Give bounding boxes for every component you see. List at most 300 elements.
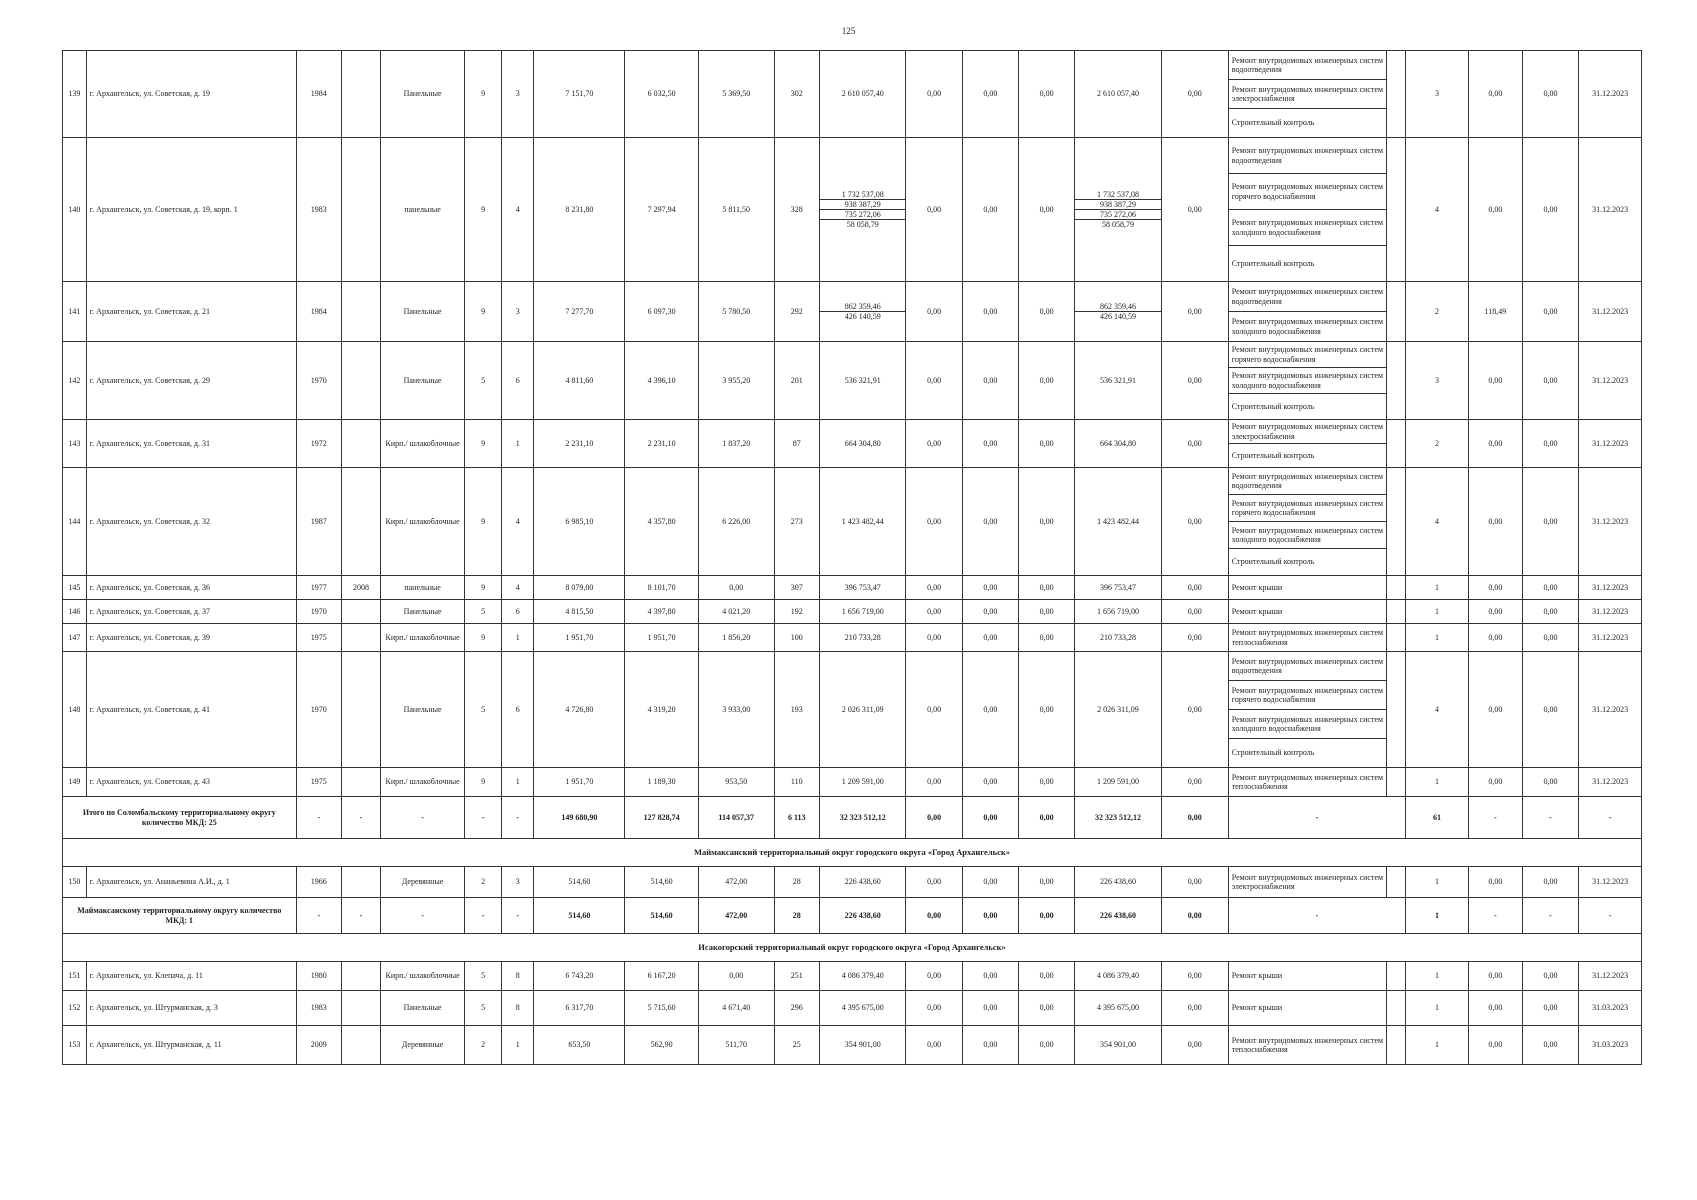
total-dash: - (502, 797, 534, 839)
wall-material: Панельные (380, 282, 464, 342)
year-built: 1983 (296, 991, 341, 1026)
repair-cost-part: 862 359,46 (844, 301, 881, 311)
residential-area: 5 780,50 (698, 282, 774, 342)
year-last-repair (342, 342, 381, 420)
fund-regional: 0,00 (962, 768, 1018, 797)
repair-cost: 1 423 482,44 (819, 468, 906, 576)
total-other: 0,00 (1161, 898, 1228, 934)
completion-date: 31.12.2023 (1579, 624, 1642, 652)
floors: 2 (465, 867, 502, 898)
works-count: 3 (1406, 342, 1469, 420)
residential-area: 1 837,20 (698, 420, 774, 468)
residential-area: 6 226,00 (698, 468, 774, 576)
specific-cost: 0,00 (1468, 138, 1522, 282)
repair-cost: 2 610 057,40 (819, 51, 906, 138)
residents: 302 (774, 51, 819, 138)
fund-local: 0,00 (1018, 768, 1074, 797)
floors: 9 (465, 138, 502, 282)
row-number: 144 (63, 468, 87, 576)
wall-material: Кирп./ шлакоблочные (380, 624, 464, 652)
completion-date: 31.12.2023 (1579, 867, 1642, 898)
row-number: 142 (63, 342, 87, 420)
limit-cost: 0,00 (1522, 991, 1578, 1026)
floors: 9 (465, 768, 502, 797)
premises-area: 4 396,10 (625, 342, 699, 420)
total-area: 7 151,70 (534, 51, 625, 138)
completion-date: 31.12.2023 (1579, 768, 1642, 797)
entrances: 8 (502, 991, 534, 1026)
entrances: 4 (502, 468, 534, 576)
entrances: 6 (502, 652, 534, 768)
total-residential: 472,00 (698, 898, 774, 934)
entrances: 3 (502, 867, 534, 898)
total-premises: 127 828,74 (625, 797, 699, 839)
floors: 9 (465, 282, 502, 342)
fund-regional: 0,00 (962, 420, 1018, 468)
owners-funds: 1 423 482,44 (1075, 468, 1162, 576)
row-number: 148 (63, 652, 87, 768)
owners-funds: 396 753,47 (1075, 576, 1162, 600)
repair-cost (819, 138, 906, 282)
owners-funds: 354 901,00 (1075, 1026, 1162, 1065)
works-cell (1228, 138, 1405, 282)
total-dash: - (465, 898, 502, 934)
work-type: Строительный контроль (1229, 108, 1387, 137)
table-row (63, 282, 1642, 342)
premises-area: 4 397,80 (625, 600, 699, 624)
work-type: Ремонт внутридомовых инженерных систем водоотведения (1229, 468, 1387, 494)
fund-local: 0,00 (1018, 420, 1074, 468)
premises-area: 2 231,10 (625, 420, 699, 468)
limit-cost: 0,00 (1522, 600, 1578, 624)
owners-funds-part: 938 387,29 (1075, 199, 1161, 209)
works-cell (1228, 342, 1405, 420)
fund-federal: 0,00 (906, 576, 962, 600)
fund-regional: 0,00 (962, 624, 1018, 652)
repair-cost: 4 395 675,00 (819, 991, 906, 1026)
total-dash: - (1468, 797, 1522, 839)
work-type: Ремонт крыши (1229, 991, 1387, 1025)
limit-cost: 0,00 (1522, 576, 1578, 600)
entrances: 6 (502, 600, 534, 624)
table-row (63, 51, 1642, 138)
floors: 9 (465, 576, 502, 600)
works-cell (1228, 468, 1405, 576)
address: г. Архангельск, ул. Советская, д. 19 (86, 51, 296, 138)
fund-regional: 0,00 (962, 468, 1018, 576)
total-dash: - (1522, 898, 1578, 934)
row-number: 145 (63, 576, 87, 600)
owners-funds: 2 610 057,40 (1075, 51, 1162, 138)
row-number: 149 (63, 768, 87, 797)
fund-federal: 0,00 (906, 991, 962, 1026)
works-count: 4 (1406, 468, 1469, 576)
limit-cost: 0,00 (1522, 768, 1578, 797)
works-count: 1 (1406, 768, 1469, 797)
total-owners: 32 323 512,12 (1075, 797, 1162, 839)
total-area: 1 951,70 (534, 624, 625, 652)
entrances: 8 (502, 962, 534, 991)
premises-area: 5 715,60 (625, 991, 699, 1026)
fund-local: 0,00 (1018, 282, 1074, 342)
row-number: 151 (63, 962, 87, 991)
fund-regional: 0,00 (962, 652, 1018, 768)
total-dash: - (342, 797, 381, 839)
year-built: 1970 (296, 600, 341, 624)
year-built: 1970 (296, 652, 341, 768)
table-row (63, 468, 1642, 576)
floors: 9 (465, 51, 502, 138)
entrances: 1 (502, 768, 534, 797)
limit-cost: 0,00 (1522, 1026, 1578, 1065)
residential-area: 5 369,50 (698, 51, 774, 138)
work-type: Ремонт крыши (1229, 600, 1387, 623)
wall-material: Панельные (380, 342, 464, 420)
premises-area: 1 951,70 (625, 624, 699, 652)
work-type: Ремонт внутридомовых инженерных систем водоотведения (1229, 138, 1387, 173)
limit-cost: 0,00 (1522, 962, 1578, 991)
work-type: Ремонт внутридомовых инженерных систем холодного водоснабжения (1229, 311, 1387, 341)
total-area: 149 680,90 (534, 797, 625, 839)
fund-regional: 0,00 (962, 282, 1018, 342)
table-row (63, 962, 1642, 991)
table-row (63, 652, 1642, 768)
specific-cost: 0,00 (1468, 468, 1522, 576)
residential-area: 5 811,50 (698, 138, 774, 282)
total-row (63, 898, 1642, 934)
completion-date: 31.03.2023 (1579, 1026, 1642, 1065)
total-area: 8 079,00 (534, 576, 625, 600)
entrances: 3 (502, 282, 534, 342)
total-residential: 114 057,37 (698, 797, 774, 839)
table-row (63, 600, 1642, 624)
total-residents: 6 113 (774, 797, 819, 839)
total-dash: - (1228, 898, 1405, 934)
work-type: Ремонт крыши (1229, 576, 1387, 599)
entrances: 1 (502, 420, 534, 468)
work-type: Ремонт внутридомовых инженерных систем водоотведения (1229, 51, 1387, 79)
owners-funds: 536 321,91 (1075, 342, 1162, 420)
residential-area: 4 021,20 (698, 600, 774, 624)
total-dash: - (502, 898, 534, 934)
address: г. Архангельск, ул. Советская, д. 41 (86, 652, 296, 768)
works-count: 1 (1406, 962, 1469, 991)
fund-local: 0,00 (1018, 138, 1074, 282)
repair-cost-part: 938 387,29 (820, 199, 906, 209)
fund-regional: 0,00 (962, 576, 1018, 600)
entrances: 4 (502, 138, 534, 282)
residents: 307 (774, 576, 819, 600)
premises-area: 1 189,30 (625, 768, 699, 797)
repair-cost-part: 735 272,06 (820, 209, 906, 219)
premises-area: 6 097,30 (625, 282, 699, 342)
floors: 5 (465, 652, 502, 768)
total-area: 4 811,60 (534, 342, 625, 420)
owners-funds: 2 026 311,09 (1075, 652, 1162, 768)
table-row (63, 768, 1642, 797)
table-row (63, 1026, 1642, 1065)
total-area: 2 231,10 (534, 420, 625, 468)
works-cell (1228, 282, 1405, 342)
premises-area: 562,90 (625, 1026, 699, 1065)
works-count: 3 (1406, 51, 1469, 138)
owners-funds: 664 304,80 (1075, 420, 1162, 468)
table-row (63, 991, 1642, 1026)
fund-local: 0,00 (1018, 600, 1074, 624)
year-last-repair (342, 991, 381, 1026)
other-funds: 0,00 (1161, 624, 1228, 652)
year-last-repair (342, 962, 381, 991)
works-count: 4 (1406, 652, 1469, 768)
completion-date: 31.12.2023 (1579, 962, 1642, 991)
year-built: 2009 (296, 1026, 341, 1065)
owners-funds: 210 733,28 (1075, 624, 1162, 652)
specific-cost: 0,00 (1468, 600, 1522, 624)
total-area: 6 743,20 (534, 962, 625, 991)
residents: 251 (774, 962, 819, 991)
year-last-repair (342, 468, 381, 576)
fund-local: 0,00 (1018, 624, 1074, 652)
limit-cost: 0,00 (1522, 282, 1578, 342)
year-built: 1983 (296, 138, 341, 282)
owners-funds-part: 1 732 537,08 (1096, 189, 1139, 199)
other-funds: 0,00 (1161, 420, 1228, 468)
total-residents: 28 (774, 898, 819, 934)
floors: 9 (465, 468, 502, 576)
works-count: 2 (1406, 420, 1469, 468)
work-type: Ремонт внутридомовых инженерных систем горячего водоснабжения (1229, 680, 1387, 709)
year-last-repair (342, 51, 381, 138)
owners-funds: 226 438,60 (1075, 867, 1162, 898)
fund-regional: 0,00 (962, 342, 1018, 420)
total-label: Маймаксанскому территориальному округу количество МКД: 1 (63, 898, 297, 934)
total-dash: - (1579, 797, 1642, 839)
row-number: 152 (63, 991, 87, 1026)
work-type: Строительный контроль (1229, 443, 1387, 467)
section-header-row (63, 934, 1642, 962)
work-type: Ремонт внутридомовых инженерных систем теплоснабжения (1229, 624, 1387, 651)
other-funds: 0,00 (1161, 342, 1228, 420)
works-count: 1 (1406, 600, 1469, 624)
completion-date: 31.12.2023 (1579, 138, 1642, 282)
work-type: Ремонт внутридомовых инженерных систем холодного водоснабжения (1229, 521, 1387, 548)
table-row (63, 420, 1642, 468)
repair-cost: 354 901,00 (819, 1026, 906, 1065)
residential-area: 953,50 (698, 768, 774, 797)
owners-funds: 1 656 719,00 (1075, 600, 1162, 624)
completion-date: 31.12.2023 (1579, 600, 1642, 624)
other-funds: 0,00 (1161, 652, 1228, 768)
total-fund-local: 0,00 (1018, 898, 1074, 934)
year-last-repair (342, 624, 381, 652)
entrances: 1 (502, 624, 534, 652)
limit-cost: 0,00 (1522, 51, 1578, 138)
table-row (63, 867, 1642, 898)
total-label: Итого по Соломбальскому территориальному округу количество МКД: 25 (63, 797, 297, 839)
total-dash: - (296, 797, 341, 839)
fund-local: 0,00 (1018, 991, 1074, 1026)
floors: 2 (465, 1026, 502, 1065)
row-number: 141 (63, 282, 87, 342)
fund-federal: 0,00 (906, 1026, 962, 1065)
other-funds: 0,00 (1161, 468, 1228, 576)
works-cell (1228, 576, 1405, 600)
year-last-repair (342, 1026, 381, 1065)
floors: 9 (465, 420, 502, 468)
total-dash: - (296, 898, 341, 934)
residential-area: 3 933,00 (698, 652, 774, 768)
works-count: 1 (1406, 1026, 1469, 1065)
address: г. Архангельск, ул. Штурманская, д. 3 (86, 991, 296, 1026)
address: г. Архангельск, ул. Советская, д. 39 (86, 624, 296, 652)
total-area: 514,60 (534, 867, 625, 898)
wall-material: Панельные (380, 652, 464, 768)
fund-federal: 0,00 (906, 468, 962, 576)
work-type: Ремонт внутридомовых инженерных систем водоотведения (1229, 652, 1387, 680)
total-dash: - (380, 797, 464, 839)
total-premises: 514,60 (625, 898, 699, 934)
works-count: 1 (1406, 624, 1469, 652)
floors: 5 (465, 962, 502, 991)
fund-federal: 0,00 (906, 652, 962, 768)
total-area: 6 317,70 (534, 991, 625, 1026)
owners-funds (1075, 138, 1162, 282)
works-cell (1228, 768, 1405, 797)
work-type: Ремонт внутридомовых инженерных систем холодного водоснабжения (1229, 209, 1387, 245)
completion-date: 31.12.2023 (1579, 576, 1642, 600)
residential-area: 0,00 (698, 576, 774, 600)
address: г. Архангельск, ул. Советская, д. 32 (86, 468, 296, 576)
fund-local: 0,00 (1018, 867, 1074, 898)
other-funds: 0,00 (1161, 991, 1228, 1026)
fund-local: 0,00 (1018, 1026, 1074, 1065)
specific-cost: 0,00 (1468, 768, 1522, 797)
fund-federal: 0,00 (906, 342, 962, 420)
entrances: 4 (502, 576, 534, 600)
limit-cost: 0,00 (1522, 867, 1578, 898)
total-area: 7 277,70 (534, 282, 625, 342)
repair-cost: 226 438,60 (819, 867, 906, 898)
wall-material: Панельные (380, 600, 464, 624)
year-built: 1984 (296, 51, 341, 138)
specific-cost: 0,00 (1468, 342, 1522, 420)
total-row (63, 797, 1642, 839)
residents: 110 (774, 768, 819, 797)
address: г. Архангельск, ул. Ананьевина А.И., д. 1 (86, 867, 296, 898)
capital-repair-table-sheet (62, 50, 1642, 1065)
address: г. Архангельск, ул. Советская, д. 37 (86, 600, 296, 624)
owners-funds-part: 426 140,59 (1075, 311, 1161, 321)
work-type: Ремонт внутридомовых инженерных систем электроснабжения (1229, 79, 1387, 108)
works-count: 1 (1406, 991, 1469, 1026)
wall-material: Деревянные (380, 867, 464, 898)
limit-cost: 0,00 (1522, 652, 1578, 768)
wall-material: панельные (380, 138, 464, 282)
owners-funds-part: 58 058,79 (1075, 219, 1161, 229)
year-last-repair (342, 867, 381, 898)
work-type: Ремонт внутридомовых инженерных систем холодного водоснабжения (1229, 709, 1387, 738)
total-area: 8 231,80 (534, 138, 625, 282)
repair-cost-part: 426 140,59 (820, 311, 906, 321)
year-built: 1966 (296, 867, 341, 898)
year-last-repair (342, 768, 381, 797)
total-area: 514,60 (534, 898, 625, 934)
fund-local: 0,00 (1018, 342, 1074, 420)
residents: 328 (774, 138, 819, 282)
residents: 193 (774, 652, 819, 768)
floors: 9 (465, 624, 502, 652)
address: г. Архангельск, ул. Советская, д. 29 (86, 342, 296, 420)
repair-cost: 536 321,91 (819, 342, 906, 420)
other-funds: 0,00 (1161, 1026, 1228, 1065)
residents: 87 (774, 420, 819, 468)
year-last-repair (342, 600, 381, 624)
residential-area: 4 671,40 (698, 991, 774, 1026)
works-cell (1228, 624, 1405, 652)
wall-material: Кирп./ шлакоблочные (380, 768, 464, 797)
entrances: 1 (502, 1026, 534, 1065)
works-cell (1228, 1026, 1405, 1065)
repair-cost: 2 026 311,09 (819, 652, 906, 768)
premises-area: 4 319,20 (625, 652, 699, 768)
work-type: Строительный контроль (1229, 548, 1387, 575)
other-funds: 0,00 (1161, 600, 1228, 624)
fund-federal: 0,00 (906, 768, 962, 797)
fund-local: 0,00 (1018, 652, 1074, 768)
residents: 100 (774, 624, 819, 652)
table-row (63, 138, 1642, 282)
work-type: Строительный контроль (1229, 393, 1387, 419)
total-dash: - (1468, 898, 1522, 934)
year-built: 1975 (296, 624, 341, 652)
residents: 25 (774, 1026, 819, 1065)
work-type: Строительный контроль (1229, 245, 1387, 281)
total-dash: - (1579, 898, 1642, 934)
total-other: 0,00 (1161, 797, 1228, 839)
fund-local: 0,00 (1018, 576, 1074, 600)
year-built: 1980 (296, 962, 341, 991)
repair-cost (819, 282, 906, 342)
total-dash: - (1522, 797, 1578, 839)
completion-date: 31.12.2023 (1579, 468, 1642, 576)
wall-material: Кирп./ шлакоблочные (380, 962, 464, 991)
work-type: Ремонт внутридомовых инженерных систем теплоснабжения (1229, 1026, 1387, 1064)
owners-funds-part: 735 272,06 (1075, 209, 1161, 219)
fund-federal: 0,00 (906, 420, 962, 468)
address: г. Архангельск, ул. Советская, д. 19, корп. 1 (86, 138, 296, 282)
fund-federal: 0,00 (906, 138, 962, 282)
premises-area: 7 297,94 (625, 138, 699, 282)
work-type: Ремонт крыши (1229, 962, 1387, 990)
work-type: Ремонт внутридомовых инженерных систем теплоснабжения (1229, 768, 1387, 796)
fund-regional: 0,00 (962, 867, 1018, 898)
premises-area: 8 101,70 (625, 576, 699, 600)
limit-cost: 0,00 (1522, 420, 1578, 468)
fund-regional: 0,00 (962, 51, 1018, 138)
total-fund-local: 0,00 (1018, 797, 1074, 839)
premises-area: 514,60 (625, 867, 699, 898)
year-last-repair (342, 282, 381, 342)
works-cell (1228, 51, 1405, 138)
residents: 273 (774, 468, 819, 576)
year-built: 1977 (296, 576, 341, 600)
wall-material: Кирп./ шлакоблочные (380, 420, 464, 468)
residents: 201 (774, 342, 819, 420)
completion-date: 31.12.2023 (1579, 420, 1642, 468)
repair-cost: 4 086 379,40 (819, 962, 906, 991)
other-funds: 0,00 (1161, 867, 1228, 898)
fund-federal: 0,00 (906, 282, 962, 342)
